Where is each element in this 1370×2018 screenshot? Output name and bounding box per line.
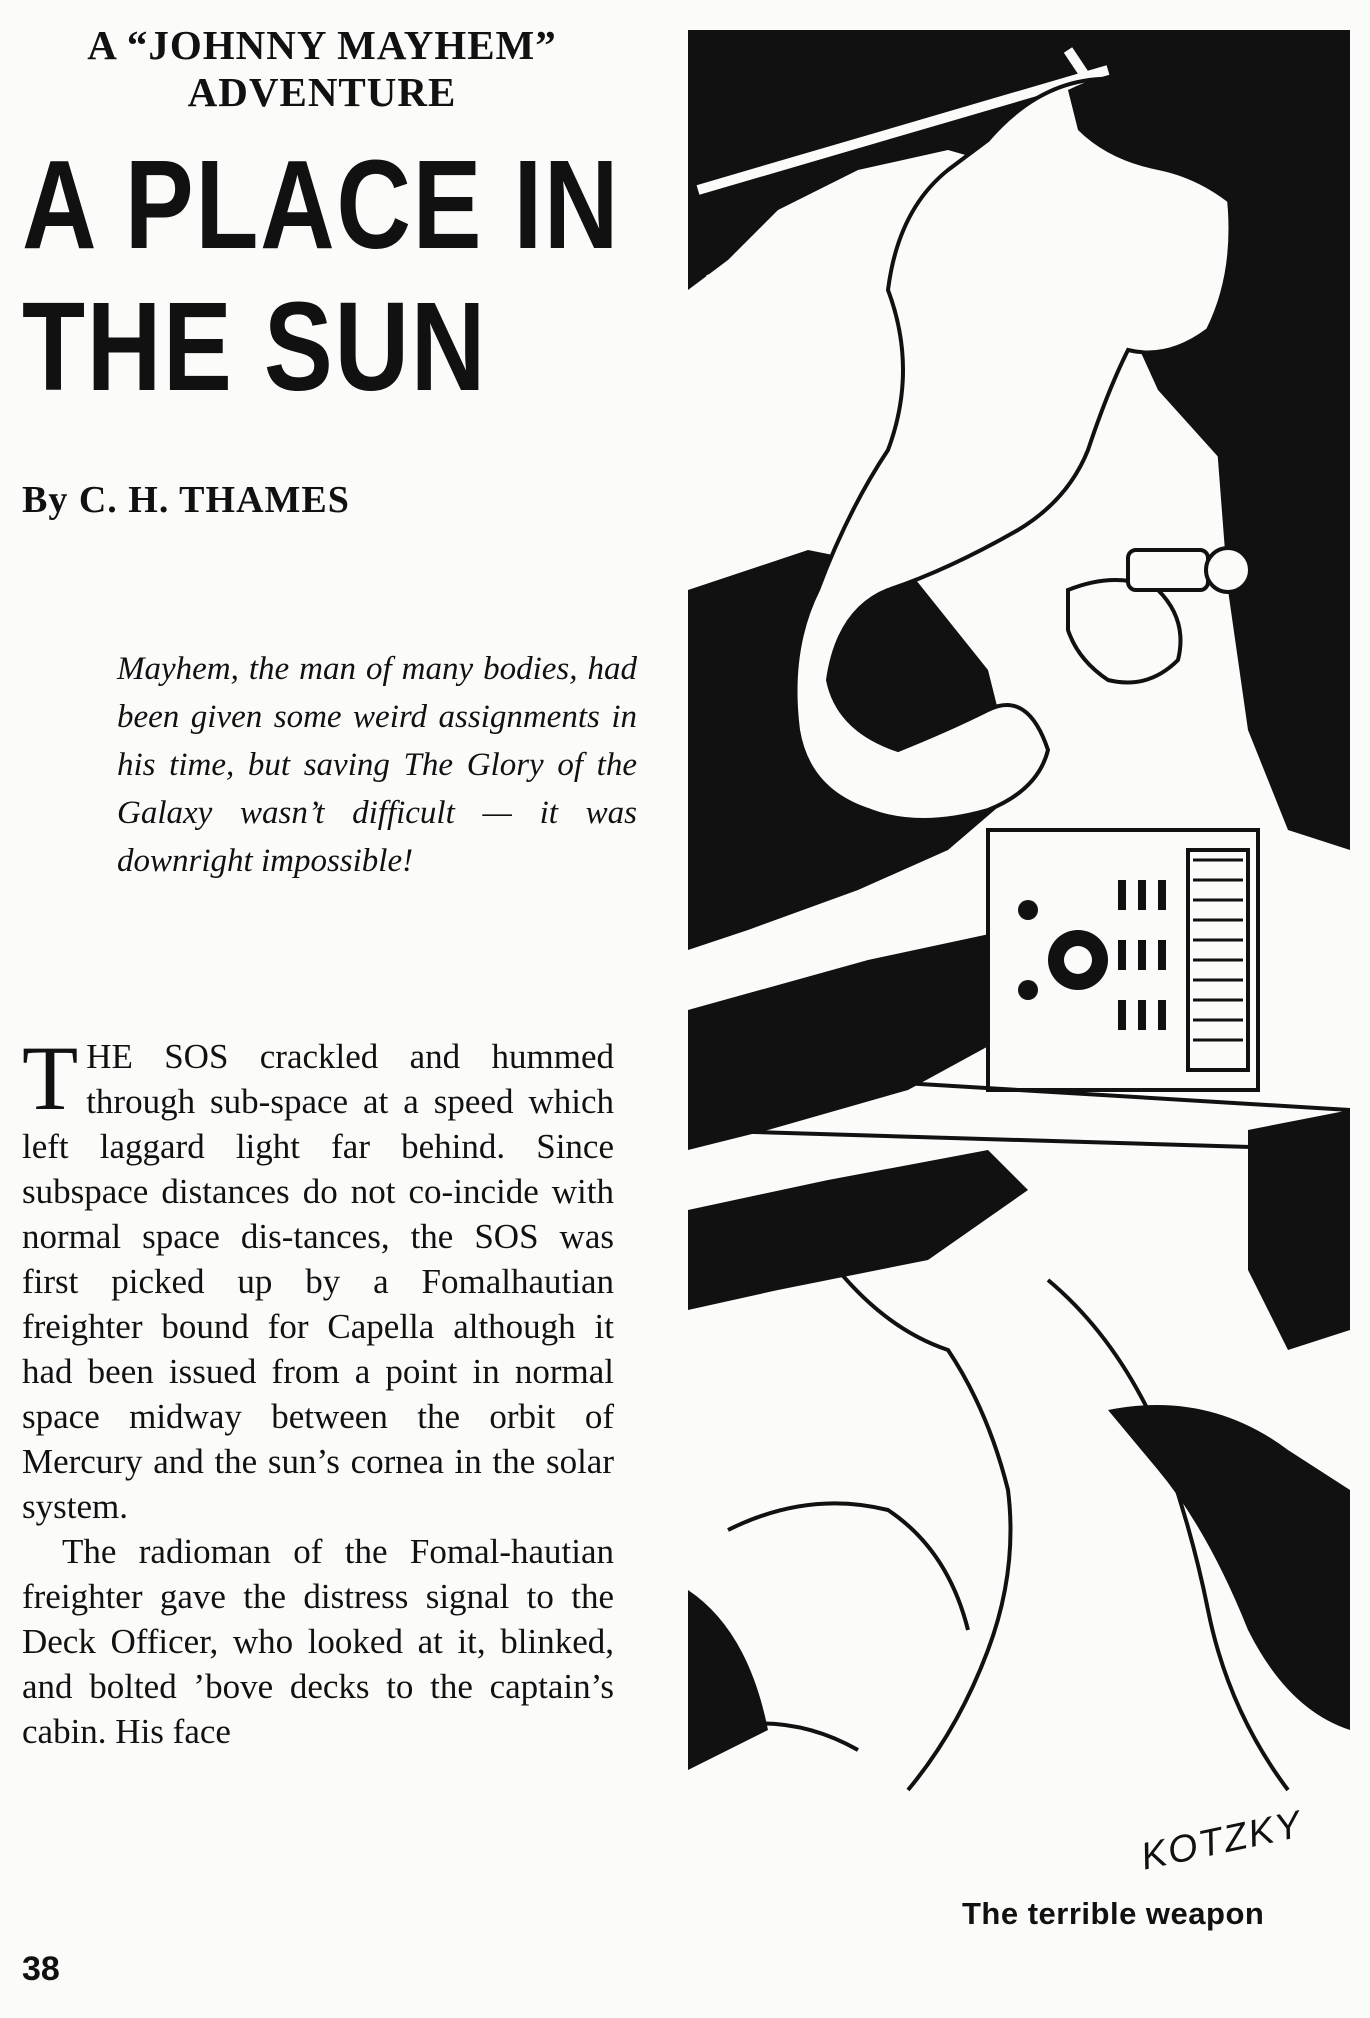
story-blurb: Mayhem, the man of many bodies, had been given some weird assignments in his time, but saving The Glory of the Galaxy wasn’t difficult — it was downright impossible!	[117, 651, 637, 879]
artist-signature: KOTZKY	[1137, 1803, 1307, 1879]
illustration-drawing	[688, 30, 1350, 1892]
story-title-line1: A PLACE IN	[22, 134, 621, 275]
paragraph-1	[22, 1027, 614, 1529]
drop-cap: T	[22, 1027, 79, 1129]
series-label-line1: A “JOHNNY MAYHEM”	[87, 22, 557, 68]
illustration-caption: The terrible weapon	[962, 1896, 1265, 1931]
page-number: 38	[22, 1950, 60, 1988]
text-column	[22, 22, 637, 1751]
story-title-line2: THE SUN	[22, 276, 487, 417]
story-illustration	[688, 30, 1350, 1892]
series-label-line2: ADVENTURE	[187, 69, 457, 115]
story-body	[22, 1027, 614, 1754]
byline: By C. H. THAMES	[22, 479, 350, 521]
paragraph-1-text: HE SOS crackled and hummed through sub-space at a speed which left laggard light far behind. Since subspace distances do not co-incide with normal space dis-tances, the SOS was first picked up by a Fomalhautian freighter bound for Capella although it had been issued from a point in normal space midway between the orbit of Mercury and the sun’s cornea in the solar system.	[22, 1037, 614, 1526]
paragraph-2: The radioman of the Fomal-hautian freighter gave the distress signal to the Deck Officer, who looked at it, blinked, and bolted ’bove decks to the captain’s cabin. His face	[22, 1532, 614, 1751]
